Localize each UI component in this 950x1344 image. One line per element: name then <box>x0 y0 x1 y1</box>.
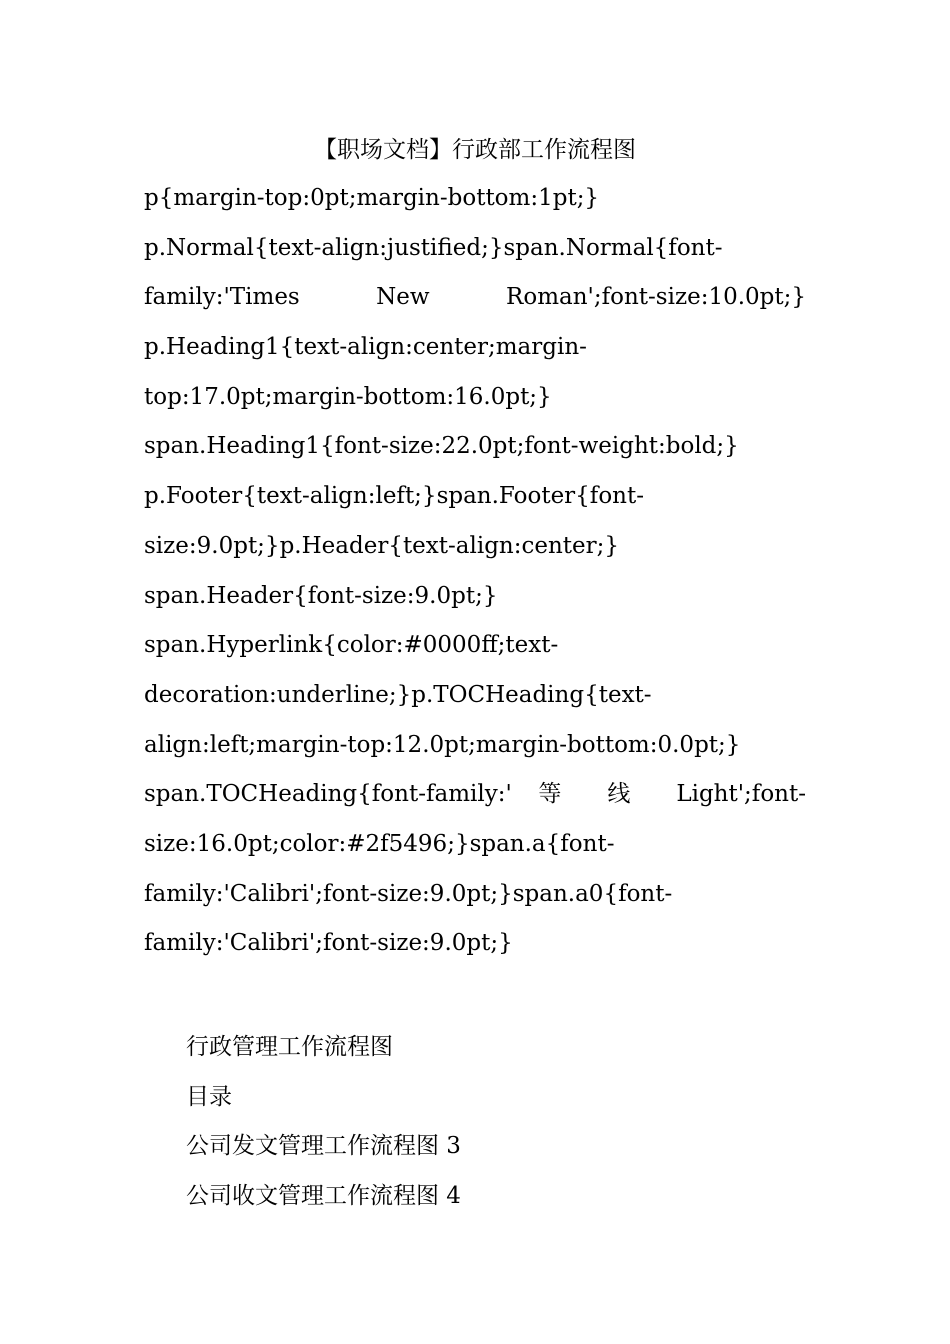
document-title: 【职场文档】行政部工作流程图 <box>314 137 636 163</box>
css-line: span.Header{font-size:9.0pt;} <box>144 582 498 609</box>
table-of-contents <box>186 1030 806 1229</box>
toc-heading: 目录 <box>186 1083 232 1110</box>
section-title: 行政管理工作流程图 <box>186 1034 393 1060</box>
css-line: size:16.0pt;color:#2f5496;}span.a{font- <box>144 830 615 857</box>
css-line: top:17.0pt;margin-bottom:16.0pt;} <box>144 383 552 410</box>
css-line: p.Heading1{text-align:center;margin- <box>144 334 587 361</box>
toc-item: 公司发文管理工作流程图 3 <box>186 1133 461 1160</box>
css-line: family:'Calibri';font-size:9.0pt;}span.a0{font- <box>144 880 673 907</box>
css-line: decoration:underline;}p.TOCHeading{text- <box>144 681 652 708</box>
css-text-block <box>144 180 806 975</box>
css-line: p.Footer{text-align:left;}span.Footer{font- <box>144 483 644 510</box>
css-line: family:'Calibri';font-size:9.0pt;} <box>144 930 513 957</box>
css-line: family:'Times New Roman';font-size:10.0pt;} <box>144 284 806 311</box>
css-line: align:left;margin-top:12.0pt;margin-bottom:0.0pt;} <box>144 731 741 758</box>
toc-item: 公司收文管理工作流程图 4 <box>186 1183 461 1210</box>
css-line: span.Hyperlink{color:#0000ff;text- <box>144 632 559 659</box>
css-line: p.Normal{text-align:justified;}span.Normal{font- <box>144 234 723 261</box>
css-line: p{margin-top:0pt;margin-bottom:1pt;} <box>144 185 600 211</box>
css-line: size:9.0pt;}p.Header{text-align:center;} <box>144 532 620 559</box>
css-line: span.Heading1{font-size:22.0pt;font-weight:bold;} <box>144 433 739 460</box>
css-line: span.TOCHeading{font-family:' 等 线 Light';font- <box>144 781 806 808</box>
